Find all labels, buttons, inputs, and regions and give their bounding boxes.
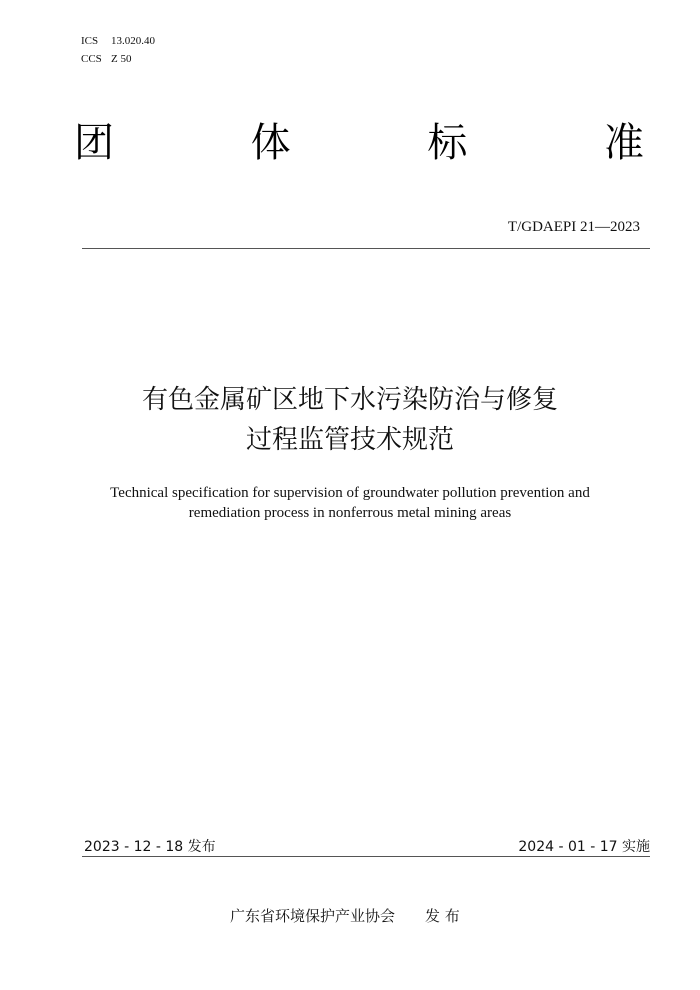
- standard-type-char: 标: [427, 120, 468, 166]
- ics-value: 13.020.40: [111, 35, 155, 47]
- ics-code: [81, 35, 155, 47]
- standard-type-heading: [74, 118, 644, 168]
- publisher-action: 发 布: [425, 907, 460, 925]
- chinese-title-line: 过程监管技术规范: [245, 425, 454, 455]
- issue-date: 2023 - 12 - 18 发布: [84, 839, 216, 855]
- ccs-value: Z 50: [111, 53, 132, 65]
- ccs-label: CCS: [81, 53, 102, 65]
- publisher-name: 广东省环境保护产业协会: [230, 907, 396, 925]
- standard-type-char: 体: [250, 120, 291, 166]
- ccs-code: [81, 53, 131, 65]
- english-title-line: remediation process in nonferrous metal mining areas: [188, 505, 512, 521]
- standard-type-char: 团: [74, 120, 114, 166]
- standard-code: T/GDAEPI 21—2023: [507, 219, 640, 235]
- top-divider: [82, 248, 650, 249]
- standard-type-char: 准: [603, 120, 644, 166]
- english-title: [0, 483, 700, 523]
- english-title-line: Technical specification for supervision of groundwater pollution prevention and: [110, 485, 590, 501]
- chinese-title: [0, 380, 700, 460]
- publisher-line: [230, 905, 460, 926]
- chinese-title-line: 有色金属矿区地下水污染防治与修复: [141, 385, 558, 415]
- ics-label: ICS: [81, 35, 99, 47]
- implementation-date: 2024 - 01 - 17 实施: [518, 839, 650, 855]
- bottom-divider: [82, 856, 650, 857]
